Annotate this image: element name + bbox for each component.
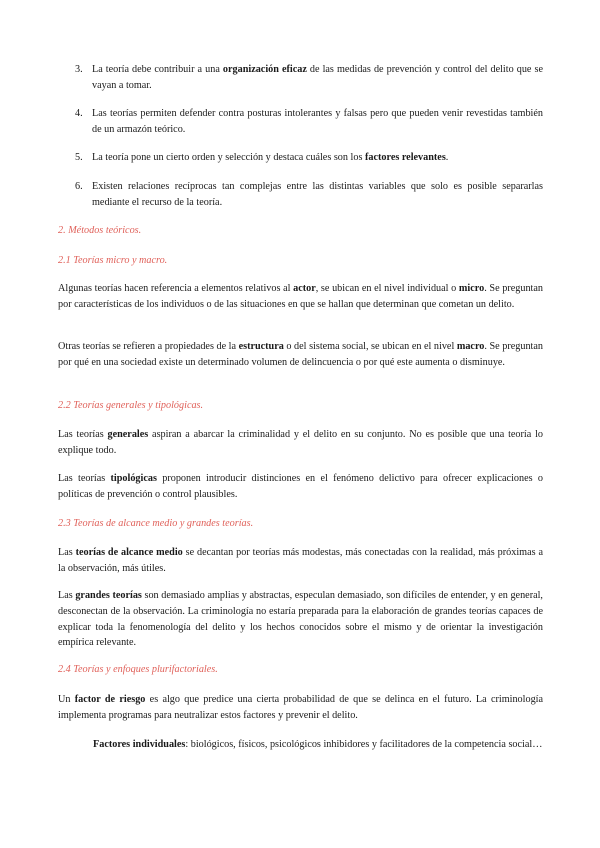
list-text: La teoría pone un cierto orden y selección y destaca cuáles son los	[92, 152, 365, 163]
list-bold-text: factores relevantes	[364, 152, 446, 163]
list-number: 4.	[75, 108, 83, 119]
paragraph-tipologicas: Las teorías tipológicas proponen introducir distinciones en el fenómeno delictivo para ofrecer explicaciones o políticas de prevención o control plausibles.	[58, 473, 543, 500]
list-number: 3.	[75, 64, 83, 75]
list-item-6	[75, 179, 543, 211]
list-item-5	[75, 150, 543, 166]
section-heading-2-3: 2.3 Teorías de alcance medio y grandes teorías.	[58, 518, 254, 529]
section-heading-2: 2. Métodos teóricos.	[58, 225, 142, 236]
list-text: Las teorías permiten defender contra posturas intolerantes y falsas pero que pueden venir revestidas también de un armazón teórico.	[92, 108, 543, 135]
list-text: La teoría debe contribuir a una	[92, 64, 223, 75]
list-number: 5.	[75, 152, 83, 163]
paragraph-factores-individuales: Factores individuales: biológicos, físicos, psicológicos inhibidores y facilitadores de la competencia social…	[93, 739, 543, 750]
list-number: 6.	[75, 181, 83, 192]
paragraph-factor-riesgo: Un factor de riesgo es algo que predice una cierta probabilidad de que se delinca en el futuro. La criminología implementa programas para neutralizar estos factores y prevenir el delito.	[58, 694, 544, 721]
section-heading-2-4: 2.4 Teorías y enfoques plurifactoriales.	[58, 664, 218, 675]
paragraph-alcance-medio: Las teorías de alcance medio se decantan por teorías más modestas, más conectadas con la realidad, más próximas a la observación, más útiles.	[58, 547, 543, 574]
paragraph-macro: Otras teorías se refieren a propiedades de la estructura o del sistema social, se ubican en el nivel macro. Se preguntan por qué en una sociedad existe un determinado volumen de delincuencia o por qué este aumenta o disminuye.	[58, 341, 543, 368]
list-item-4	[75, 106, 543, 138]
paragraph-grandes-teorias: Las grandes teorías son demasiado amplias y abstractas, especulan demasiado, son difíciles de entender, y en general, desconectan de la observación. La criminología no estaría preparada para la elaboración de grandes teorías capaces de explicar toda la fenomenología del delito y los hechos conocidos sobre el mismo y de orientar la investigación empírica relevante.	[58, 590, 543, 649]
list-text: de las medidas de prevención y control del delito que se vayan a tomar.	[92, 64, 543, 91]
list-bold-text: organización eficaz	[222, 64, 307, 75]
list-item-3	[75, 62, 543, 94]
paragraph-generales: Las teorías generales aspiran a abarcar la criminalidad y el delito en su conjunto. No es posible que una teoría lo explique todo.	[58, 429, 543, 456]
paragraph-micro: Algunas teorías hacen referencia a elementos relativos al actor, se ubican en el nivel individual o micro. Se preguntan por características de los individuos o de las situaciones en que se hallan que determinan que cometan un delito.	[58, 283, 543, 310]
list-text: .	[445, 152, 449, 163]
section-heading-2-1: 2.1 Teorías micro y macro.	[58, 255, 168, 266]
list-text: Existen relaciones recíprocas tan complejas entre las distintas variables que solo es posible separarlas mediante el recurso de la teoría.	[92, 181, 543, 208]
section-heading-2-2: 2.2 Teorías generales y tipológicas.	[58, 400, 204, 411]
